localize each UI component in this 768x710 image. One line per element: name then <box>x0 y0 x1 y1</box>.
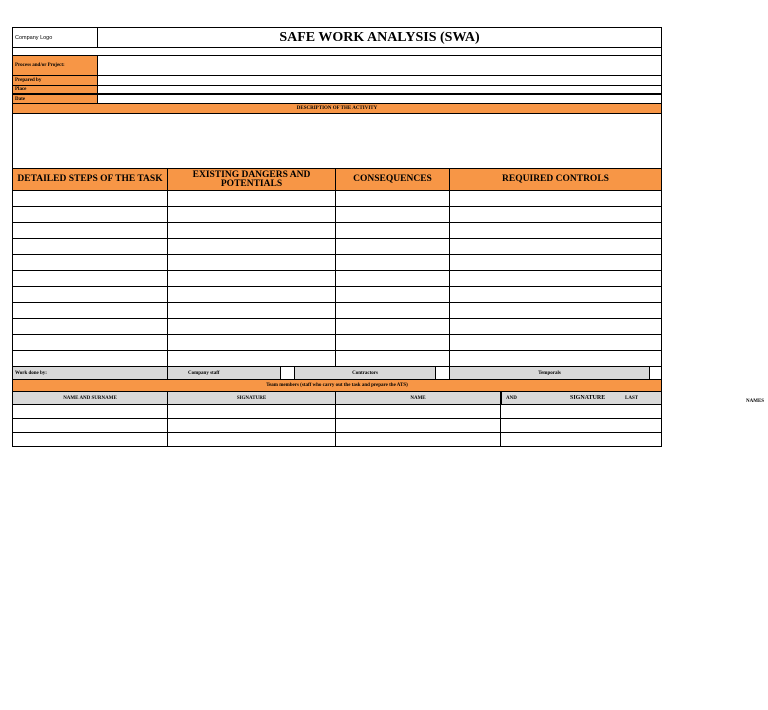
table-row-cell[interactable] <box>13 207 168 222</box>
process-field[interactable] <box>98 56 661 75</box>
spacer-row <box>12 48 662 56</box>
table-row-cell[interactable] <box>13 351 168 366</box>
team-row-cell[interactable] <box>13 405 168 418</box>
table-row-cell[interactable] <box>13 255 168 270</box>
col-name: NAME <box>336 392 501 404</box>
table-row-cell[interactable] <box>336 239 450 254</box>
table-row-cell[interactable] <box>168 351 336 366</box>
table-row-cell[interactable] <box>168 207 336 222</box>
table-row-cell[interactable] <box>450 255 661 270</box>
col-signature: SIGNATURE <box>168 392 336 404</box>
team-row-cell[interactable] <box>13 419 168 432</box>
col-signature-2: SIGNATURE <box>570 395 606 401</box>
table-row-cell[interactable] <box>168 191 336 206</box>
team-row-cell[interactable] <box>168 419 336 432</box>
date-label: Date <box>13 95 98 103</box>
main-table-body <box>12 191 662 367</box>
table-row-cell[interactable] <box>336 351 450 366</box>
company-staff-label: Company staff <box>168 367 281 379</box>
table-row-cell[interactable] <box>450 191 661 206</box>
table-row-cell[interactable] <box>450 223 661 238</box>
team-row-cell[interactable] <box>501 433 661 446</box>
table-row-cell[interactable] <box>336 303 450 318</box>
table-row-cell[interactable] <box>336 255 450 270</box>
table-row-cell[interactable] <box>336 335 450 350</box>
main-table-header <box>12 169 662 191</box>
date-field[interactable] <box>98 95 661 103</box>
table-row-cell[interactable] <box>168 335 336 350</box>
team-row-cell[interactable] <box>501 405 661 418</box>
col-dangers-header: EXISTING DANGERS AND POTENTIALS <box>168 169 336 190</box>
table-row-cell[interactable] <box>450 207 661 222</box>
team-row-cell[interactable] <box>501 419 661 432</box>
process-row <box>12 56 662 76</box>
table-row-cell[interactable] <box>168 239 336 254</box>
team-row-cell[interactable] <box>336 405 501 418</box>
work-done-row <box>12 367 662 380</box>
company-staff-checkbox[interactable] <box>281 367 295 379</box>
col-name-surname: NAME AND SURNAME <box>13 392 168 404</box>
table-row-cell[interactable] <box>13 335 168 350</box>
place-field[interactable] <box>98 86 661 93</box>
temporals-checkbox[interactable] <box>650 367 661 379</box>
table-row-cell[interactable] <box>450 303 661 318</box>
company-logo: Company Logo <box>13 28 98 47</box>
table-row-cell[interactable] <box>13 271 168 286</box>
col-controls-header: REQUIRED CONTROLS <box>502 174 609 184</box>
table-row-cell[interactable] <box>168 319 336 334</box>
table-row-cell[interactable] <box>450 271 661 286</box>
table-row-cell[interactable] <box>168 255 336 270</box>
col-divider <box>501 392 502 404</box>
table-row <box>12 255 662 271</box>
date-row <box>12 95 662 104</box>
prepared-row <box>12 76 662 86</box>
table-row-cell[interactable] <box>13 223 168 238</box>
prepared-field[interactable] <box>98 76 661 85</box>
contractors-checkbox[interactable] <box>436 367 450 379</box>
team-header <box>12 380 662 392</box>
table-row-cell[interactable] <box>13 319 168 334</box>
table-row-cell[interactable] <box>168 303 336 318</box>
col-and: AND <box>506 395 517 401</box>
table-row-cell[interactable] <box>168 271 336 286</box>
table-row-cell[interactable] <box>450 351 661 366</box>
col-steps-header: DETAILED STEPS OF THE TASK <box>13 169 168 190</box>
process-label: Process and/or Project: <box>13 56 98 75</box>
prepared-label: Prepared by <box>13 76 98 85</box>
description-area[interactable] <box>12 114 662 169</box>
description-label: DESCRIPTION OF THE ACTIVITY <box>296 106 378 111</box>
title-row <box>12 27 662 48</box>
form-title: SAFE WORK ANALYSIS (SWA) <box>279 29 480 45</box>
team-row-cell[interactable] <box>13 433 168 446</box>
overflow-names-label: NAMES <box>746 399 765 404</box>
table-row <box>12 271 662 287</box>
table-row <box>12 207 662 223</box>
team-table-body <box>12 405 662 447</box>
team-row-cell[interactable] <box>336 433 501 446</box>
table-row-cell[interactable] <box>450 239 661 254</box>
col-consequences-header: CONSEQUENCES <box>336 169 450 190</box>
table-row-cell[interactable] <box>13 191 168 206</box>
work-done-label: Work done by: <box>13 367 168 379</box>
table-row-cell[interactable] <box>336 319 450 334</box>
team-row <box>12 419 662 433</box>
team-row-cell[interactable] <box>168 405 336 418</box>
table-row-cell[interactable] <box>168 223 336 238</box>
team-row <box>12 433 662 447</box>
temporals-label: Temporals <box>450 367 650 379</box>
contractors-label: Contractors <box>295 367 436 379</box>
table-row <box>12 303 662 319</box>
table-row <box>12 351 662 367</box>
table-row-cell[interactable] <box>168 287 336 302</box>
table-row-cell[interactable] <box>336 271 450 286</box>
table-row <box>12 223 662 239</box>
team-row-cell[interactable] <box>336 419 501 432</box>
team-columns <box>12 392 662 405</box>
place-row <box>12 86 662 95</box>
table-row-cell[interactable] <box>336 207 450 222</box>
team-row-cell[interactable] <box>168 433 336 446</box>
table-row <box>12 287 662 303</box>
team-row <box>12 405 662 419</box>
table-row-cell[interactable] <box>336 287 450 302</box>
table-row-cell[interactable] <box>13 303 168 318</box>
col-last: LAST <box>625 395 639 401</box>
table-row-cell[interactable] <box>450 319 661 334</box>
description-header <box>12 104 662 114</box>
table-row <box>12 191 662 207</box>
table-row-cell[interactable] <box>450 287 661 302</box>
team-label: Team members (staff who carry out the task and prepare the ATS) <box>266 383 408 388</box>
table-row-cell[interactable] <box>13 239 168 254</box>
table-row-cell[interactable] <box>336 223 450 238</box>
table-row <box>12 239 662 255</box>
swa-form <box>12 27 662 447</box>
table-row-cell[interactable] <box>450 335 661 350</box>
place-label: Place <box>13 86 98 93</box>
table-row-cell[interactable] <box>336 191 450 206</box>
table-row-cell[interactable] <box>13 287 168 302</box>
table-row <box>12 335 662 351</box>
table-row <box>12 319 662 335</box>
